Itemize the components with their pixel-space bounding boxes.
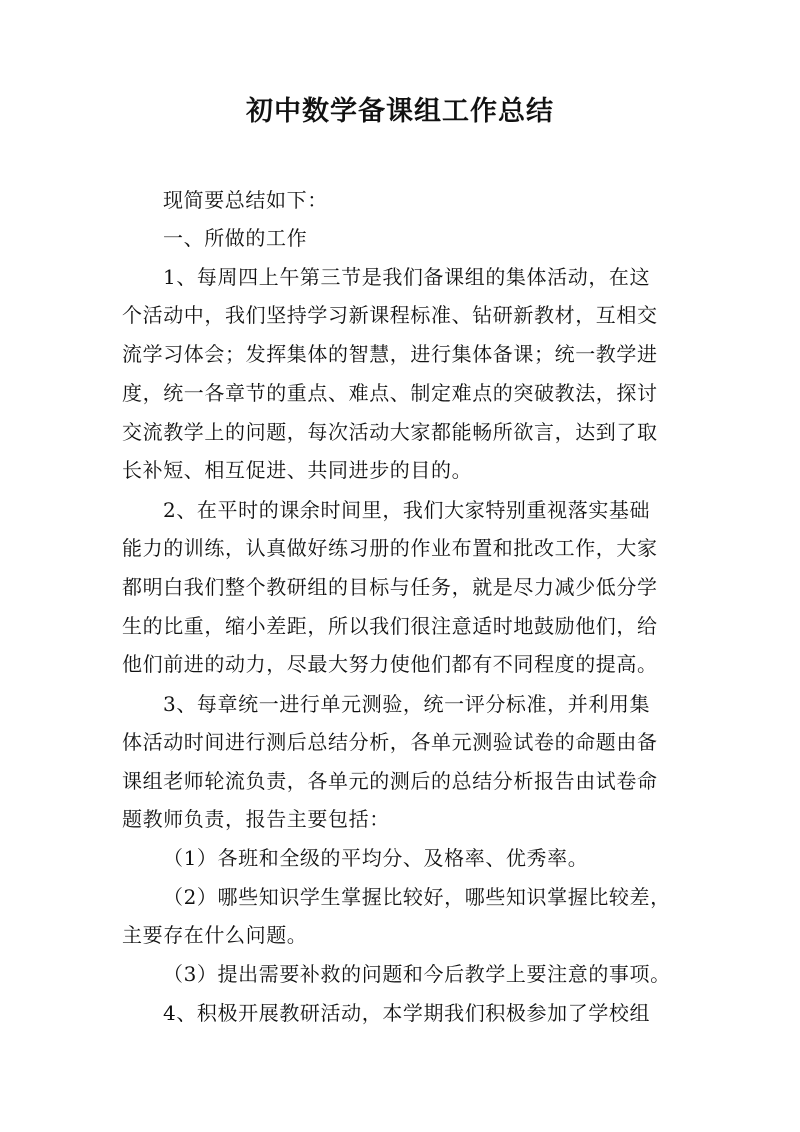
text-line: 长补短、相互促进、共同进步的目的。 (122, 458, 473, 482)
text-line: 一、所做的工作 (163, 226, 308, 250)
text-line: 3、每章统一进行单元测验，统一评分标准，并利用集 (163, 692, 651, 716)
text-line: 能力的训练，认真做好练习册的作业布置和批改工作，大家 (122, 536, 658, 560)
text-line: 主要存在什么问题。 (122, 923, 308, 947)
text-line: 题教师负责，报告主要包括： (122, 807, 390, 831)
text-line: 1、每周四上午第三节是我们备课组的集体活动，在这 (163, 265, 651, 289)
text-line: 交流教学上的问题，每次活动大家都能畅所欲言，达到了取 (122, 420, 658, 444)
text-line: 他们前进的动力，尽最大努力使他们都有不同程度的提高。 (122, 652, 658, 676)
text-line: 现简要总结如下： (163, 188, 328, 212)
text-line: 都明白我们整个教研组的目标与任务，就是尽力减少低分学 (122, 575, 658, 599)
text-line: 4、积极开展教研活动，本学期我们积极参加了学校组 (163, 1001, 651, 1025)
text-line: （1）各班和全级的平均分、及格率、优秀率。 (163, 846, 589, 870)
text-line: 个活动中，我们坚持学习新课程标准、钻研新教材，互相交 (122, 303, 658, 327)
text-line: 度，统一各章节的重点、难点、制定难点的突破教法，探讨 (122, 381, 658, 405)
text-line: （2）哪些知识学生掌握比较好，哪些知识掌握比较差， (163, 885, 671, 909)
text-line: 2、在平时的课余时间里，我们大家特别重视落实基础 (163, 498, 651, 522)
text-line: 体活动时间进行测后总结分析，各单元测验试卷的命题由备 (122, 730, 658, 754)
text-line: （3）提出需要补救的问题和今后教学上要注意的事项。 (163, 962, 671, 986)
text-line: 生的比重，缩小差距，所以我们很注意适时地鼓励他们，给 (122, 614, 658, 638)
text-line: 课组老师轮流负责，各单元的测后的总结分析报告由试卷命 (122, 769, 658, 793)
document-title: 初中数学备课组工作总结 (246, 96, 554, 127)
text-line: 流学习体会；发挥集体的智慧，进行集体备课；统一教学进 (122, 342, 658, 366)
